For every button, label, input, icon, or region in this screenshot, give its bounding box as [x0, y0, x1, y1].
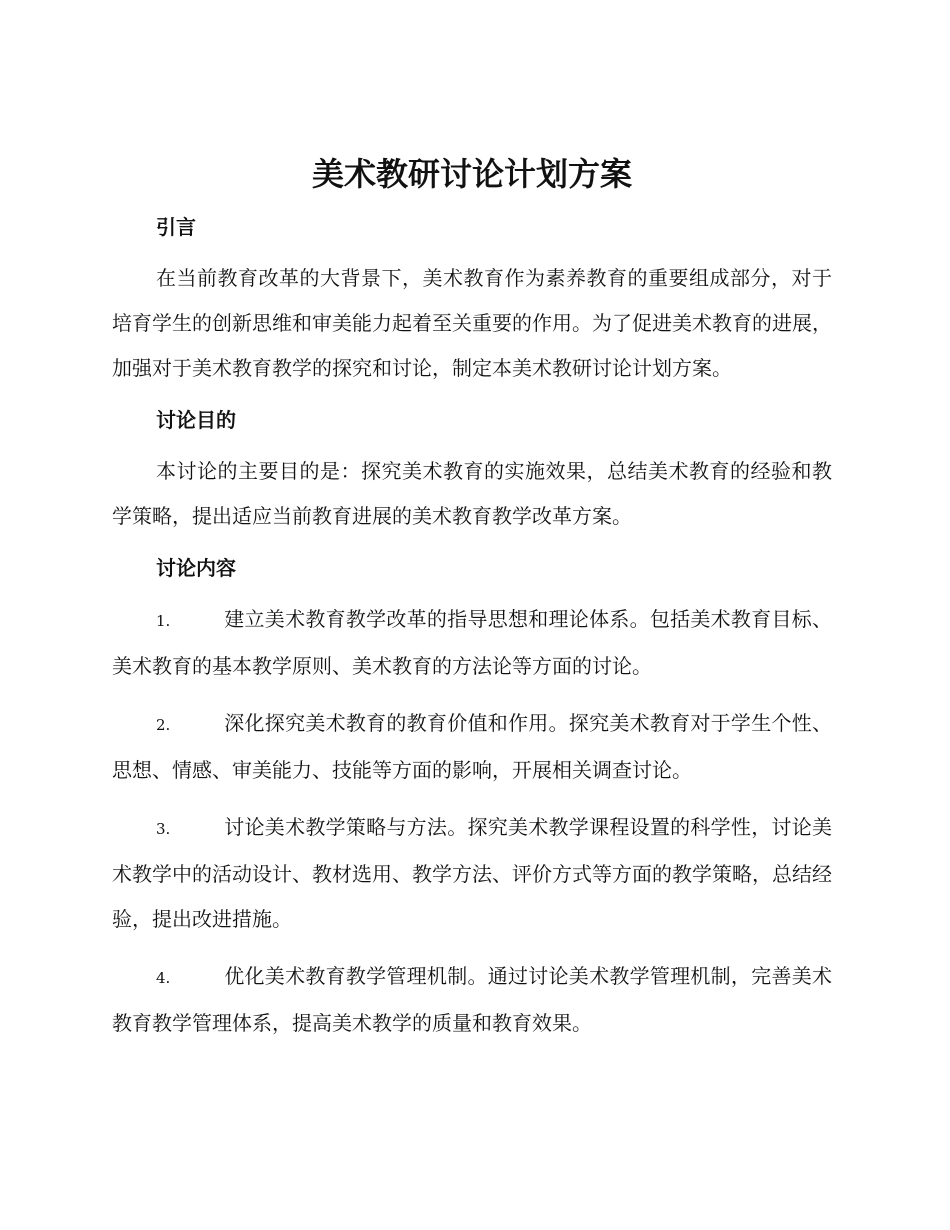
section-heading-purpose: 讨论目的 — [156, 408, 236, 432]
document-title: 美术教研讨论计划方案 — [311, 155, 632, 193]
list-item-text: 优化美术教育教学管理机制。通过讨论美术教学管理机制，完善美术教育教学管理体系，提高美术教学的质量和教育效果。 — [112, 964, 832, 1035]
list-item-number: 2. — [156, 716, 171, 734]
list-item-text: 讨论美术教学策略与方法。探究美术教学课程设置的科学性，讨论美术教学中的活动设计、教材选用、教学方法、评价方式等方面的教学策略，总结经验，提出改进措施。 — [112, 815, 832, 931]
purpose-paragraph: 本讨论的主要目的是：探究美术教育的实施效果，总结美术教育的经验和教学策略，提出适应当前教育进展的美术教育教学改革方案。 — [112, 459, 832, 528]
section-heading-content: 讨论内容 — [156, 556, 236, 580]
section-heading-intro: 引言 — [156, 215, 196, 239]
list-item-number: 3. — [156, 820, 171, 838]
document-page — [112, 146, 832, 1046]
list-item-number: 1. — [156, 612, 171, 630]
list-item — [112, 701, 832, 793]
list-item-text: 深化探究美术教育的教育价值和作用。探究美术教育对于学生个性、思想、情感、审美能力、技能等方面的影响，开展相关调查讨论。 — [112, 711, 832, 782]
list-item — [112, 597, 832, 689]
list-item-text: 建立美术教育教学改革的指导思想和理论体系。包括美术教育目标、美术教育的基本教学原则、美术教育的方法论等方面的讨论。 — [112, 607, 832, 678]
intro-paragraph: 在当前教育改革的大背景下，美术教育作为素养教育的重要组成部分，对于培育学生的创新思维和审美能力起着至关重要的作用。为了促进美术教育的进展，加强对于美术教育教学的探究和讨论，制定本美术教研讨论计划方案。 — [112, 266, 832, 380]
list-item — [112, 954, 832, 1046]
list-item — [112, 805, 832, 942]
list-item-number: 4. — [156, 969, 171, 987]
